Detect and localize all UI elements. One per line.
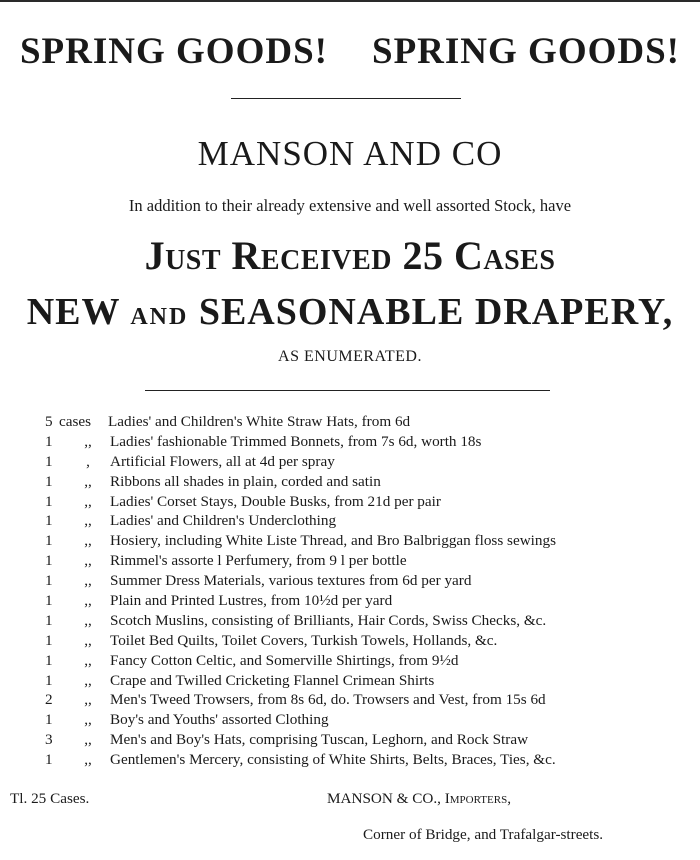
item-quantity: 1	[45, 532, 53, 550]
footer-reference: Tl. 25 Cases.	[10, 790, 90, 807]
ditto-mark: ,,	[84, 671, 92, 689]
headline-part-1: SPRING GOODS!	[19, 31, 328, 72]
footer-importers	[327, 790, 511, 808]
ditto-mark: ,,	[84, 512, 92, 530]
item-quantity: 5	[45, 413, 53, 430]
list-item	[0, 412, 700, 432]
headline-part-2: SPRING GOODS!	[372, 31, 681, 72]
item-description: Ladies' fashionable Trimmed Bonnets, from 7s 6d, worth 18s	[110, 432, 482, 450]
item-quantity: 1	[45, 751, 53, 769]
list-item	[0, 452, 700, 472]
headline	[0, 30, 700, 73]
item-quantity: 1	[45, 651, 53, 669]
item-quantity: 1	[45, 552, 53, 570]
intro-text: In addition to their already extensive and well assorted Stock, have	[128, 196, 572, 215]
item-quantity: 1	[45, 492, 53, 510]
goods-list	[0, 412, 700, 770]
list-item	[0, 551, 700, 571]
ditto-mark: ,,	[84, 611, 92, 629]
footer-address: Corner of Bridge, and Trafalgar-streets.	[363, 826, 604, 843]
top-border	[0, 0, 700, 2]
divider-1	[231, 98, 461, 99]
ditto-mark: ,,	[84, 691, 92, 709]
item-description: Ladies' and Children's Underclothing	[110, 512, 337, 530]
item-description: Rimmel's assorte l Perfumery, from 9 l per bottle	[110, 552, 407, 570]
item-quantity: 2	[45, 691, 53, 709]
list-item	[0, 631, 700, 651]
ditto-mark: ,,	[84, 492, 92, 510]
item-quantity: 1	[45, 611, 53, 629]
item-description: Ladies' and Children's White Straw Hats, from 6d	[108, 413, 411, 430]
ditto-mark: ,,	[84, 592, 92, 610]
item-quantity: 1	[45, 671, 53, 689]
list-item	[0, 750, 700, 770]
item-quantity: 1	[45, 452, 53, 470]
item-description: Ribbons all shades in plain, corded and satin	[110, 472, 381, 490]
ditto-mark: ,,	[84, 572, 92, 590]
item-description: Crape and Twilled Cricketing Flannel Crimean Shirts	[110, 671, 435, 689]
item-description: Artificial Flowers, all at 4d per spray	[110, 452, 335, 470]
item-description: Men's Tweed Trowsers, from 8s 6d, do. Trowsers and Vest, from 15s 6d	[110, 691, 546, 709]
item-quantity: 1	[45, 592, 53, 610]
ditto-mark: ,,	[84, 731, 92, 749]
importers-name: MANSON & CO.,	[327, 790, 441, 807]
list-item	[0, 472, 700, 492]
item-description: Plain and Printed Lustres, from 10½d per yard	[110, 592, 393, 610]
list-item	[0, 591, 700, 611]
ditto-mark: ,,	[84, 472, 92, 490]
list-item	[0, 651, 700, 671]
item-quantity: 3	[45, 731, 53, 749]
ditto-mark: ,,	[84, 751, 92, 769]
item-description: Boy's and Youths' assorted Clothing	[110, 711, 329, 729]
list-item	[0, 432, 700, 452]
just-received-heading	[0, 232, 700, 279]
list-item	[0, 671, 700, 691]
item-description: Fancy Cotton Celtic, and Somerville Shirtings, from 9½d	[110, 651, 459, 669]
item-description: Scotch Muslins, consisting of Brilliants, Hair Cords, Swiss Checks, &c.	[110, 611, 547, 629]
ditto-mark: ,,	[84, 631, 92, 649]
drapery-word-and: AND	[130, 304, 189, 330]
item-description: Summer Dress Materials, various textures from 6d per yard	[110, 572, 472, 590]
drapery-word-new: NEW	[26, 291, 120, 333]
list-item	[0, 531, 700, 551]
item-quantity: 1	[45, 572, 53, 590]
just-received-text: Just Received 25 Cases	[144, 233, 556, 278]
enumerated-label: AS ENUMERATED.	[278, 348, 422, 365]
list-item	[0, 492, 700, 512]
item-quantity: 1	[45, 472, 53, 490]
item-quantity: 1	[45, 432, 53, 450]
list-item	[0, 730, 700, 750]
item-description: Gentlemen's Mercery, consisting of White Shirts, Belts, Braces, Ties, &c.	[110, 751, 556, 769]
item-description: Hosiery, including White Liste Thread, and Bro Balbriggan floss sewings	[110, 532, 556, 550]
firm-name: MANSON AND CO	[197, 134, 503, 173]
divider-2	[145, 390, 550, 391]
ditto-mark: ,,	[84, 552, 92, 570]
ditto-mark: ,,	[84, 532, 92, 550]
item-description: Ladies' Corset Stays, Double Busks, from 21d per pair	[110, 492, 441, 510]
ditto-mark: ,,	[84, 432, 92, 450]
drapery-heading	[0, 290, 700, 334]
item-quantity: 1	[45, 512, 53, 530]
item-quantity: 1	[45, 631, 53, 649]
ditto-mark: ,,	[84, 651, 92, 669]
item-description: Men's and Boy's Hats, comprising Tuscan, Leghorn, and Rock Straw	[110, 731, 529, 749]
list-item	[0, 571, 700, 591]
item-quantity: 1	[45, 711, 53, 729]
drapery-word-rest: SEASONABLE DRAPERY,	[198, 291, 674, 333]
ditto-mark: ,,	[84, 711, 92, 729]
list-item	[0, 611, 700, 631]
list-item	[0, 710, 700, 730]
item-unit: cases	[59, 413, 92, 430]
list-item	[0, 690, 700, 710]
importers-label: Importers,	[444, 790, 511, 807]
item-description: Toilet Bed Quilts, Toilet Covers, Turkish Towels, Hollands, &c.	[110, 631, 498, 649]
list-item	[0, 511, 700, 531]
ditto-mark: ,	[86, 452, 90, 470]
